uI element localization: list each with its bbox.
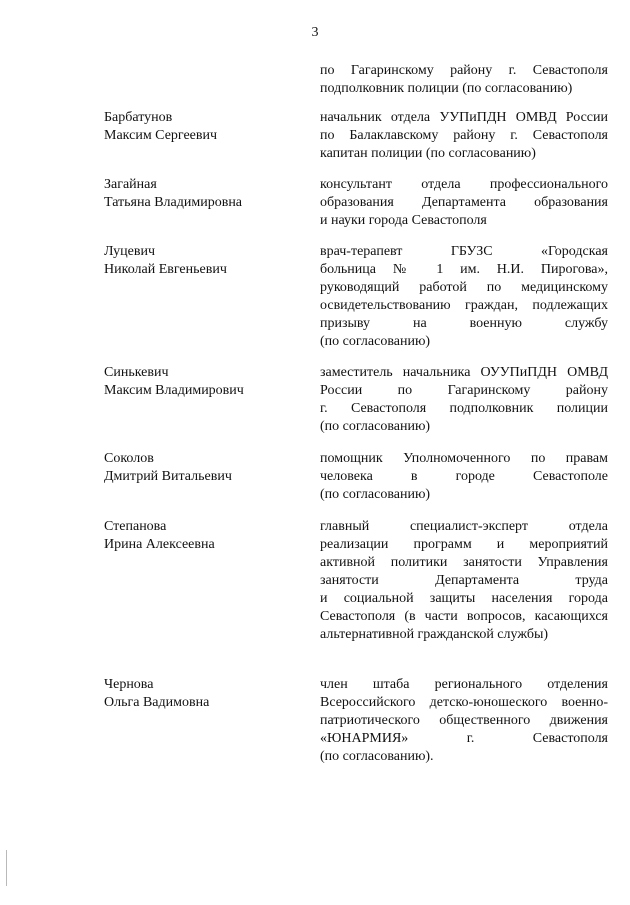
position-line: начальник отдела УУПиПДН ОМВД России <box>320 110 608 125</box>
member-name <box>104 364 294 400</box>
member-name <box>104 176 294 212</box>
member-given-names: Дмитрий Витальевич <box>104 469 232 484</box>
page-number: 3 <box>311 25 319 40</box>
member-surname: Чернова <box>104 677 154 692</box>
position-line: по Гагаринскому району г. Севастополя <box>320 63 608 78</box>
position-line: главный специалист-эксперт отдела <box>320 519 608 534</box>
member-position <box>320 176 608 230</box>
position-line: руководящий работой по медицинскому <box>320 280 608 295</box>
position-line: (по согласованию). <box>320 749 434 764</box>
position-line: занятости Департамента труда <box>320 573 608 588</box>
member-surname: Загайная <box>104 177 157 192</box>
member-given-names: Ирина Алексеевна <box>104 537 215 552</box>
member-given-names: Татьяна Владимировна <box>104 195 243 210</box>
position-line: человека в городе Севастополе <box>320 469 608 484</box>
member-name <box>104 243 294 279</box>
member-position <box>320 364 608 436</box>
position-line: подполковник полиции (по согласованию) <box>320 81 573 96</box>
member-position <box>320 243 608 351</box>
position-line: больница № 1 им. Н.И. Пирогова», <box>320 262 608 277</box>
member-name <box>104 676 294 712</box>
member-given-names: Ольга Вадимовна <box>104 695 210 710</box>
position-line: Всероссийского детско-юношеского военно- <box>320 695 608 710</box>
position-line: и социальной защиты населения города <box>320 591 608 606</box>
member-surname: Барбатунов <box>104 110 173 125</box>
member-name <box>104 518 294 554</box>
position-line: заместитель начальника ОУУПиПДН ОМВД <box>320 365 608 380</box>
position-line: (по согласованию) <box>320 487 431 502</box>
position-line: член штаба регионального отделения <box>320 677 608 692</box>
position-line: России по Гагаринскому району <box>320 383 608 398</box>
member-position <box>320 62 608 98</box>
member-position <box>320 109 608 163</box>
position-line: Севастополя (в части вопросов, касающихся <box>320 609 608 624</box>
position-line: капитан полиции (по согласованию) <box>320 146 536 161</box>
member-given-names: Максим Сергеевич <box>104 128 218 143</box>
position-line: призыву на военную службу <box>320 316 608 331</box>
member-position <box>320 518 608 644</box>
position-line: (по согласованию) <box>320 419 431 434</box>
position-line: активной политики занятости Управления <box>320 555 608 570</box>
position-line: (по согласованию) <box>320 334 431 349</box>
position-line: г. Севастополя подполковник полиции <box>320 401 608 416</box>
member-name <box>104 450 294 486</box>
member-position <box>320 676 608 766</box>
position-line: и науки города Севастополя <box>320 213 487 228</box>
position-line: альтернативной гражданской службы) <box>320 627 549 642</box>
scan-edge-mark <box>6 850 7 886</box>
position-line: по Балаклавскому району г. Севастополя <box>320 128 608 143</box>
member-given-names: Николай Евгеньевич <box>104 262 227 277</box>
position-line: помощник Уполномоченного по правам <box>320 451 608 466</box>
position-line: врач-терапевт ГБУЗС «Городская <box>320 244 608 259</box>
member-given-names: Максим Владимирович <box>104 383 244 398</box>
position-line: консультант отдела профессионального <box>320 177 608 192</box>
position-line: патриотического общественного движения <box>320 713 608 728</box>
member-surname: Луцевич <box>104 244 155 259</box>
member-position <box>320 450 608 504</box>
position-line: образования Департамента образования <box>320 195 608 210</box>
position-line: освидетельствованию граждан, подлежащих <box>320 298 608 313</box>
member-surname: Степанова <box>104 519 167 534</box>
member-surname: Соколов <box>104 451 154 466</box>
position-line: реализации программ и мероприятий <box>320 537 608 552</box>
member-name <box>104 109 294 145</box>
position-line: «ЮНАРМИЯ» г. Севастополя <box>320 731 608 746</box>
member-surname: Синькевич <box>104 365 169 380</box>
